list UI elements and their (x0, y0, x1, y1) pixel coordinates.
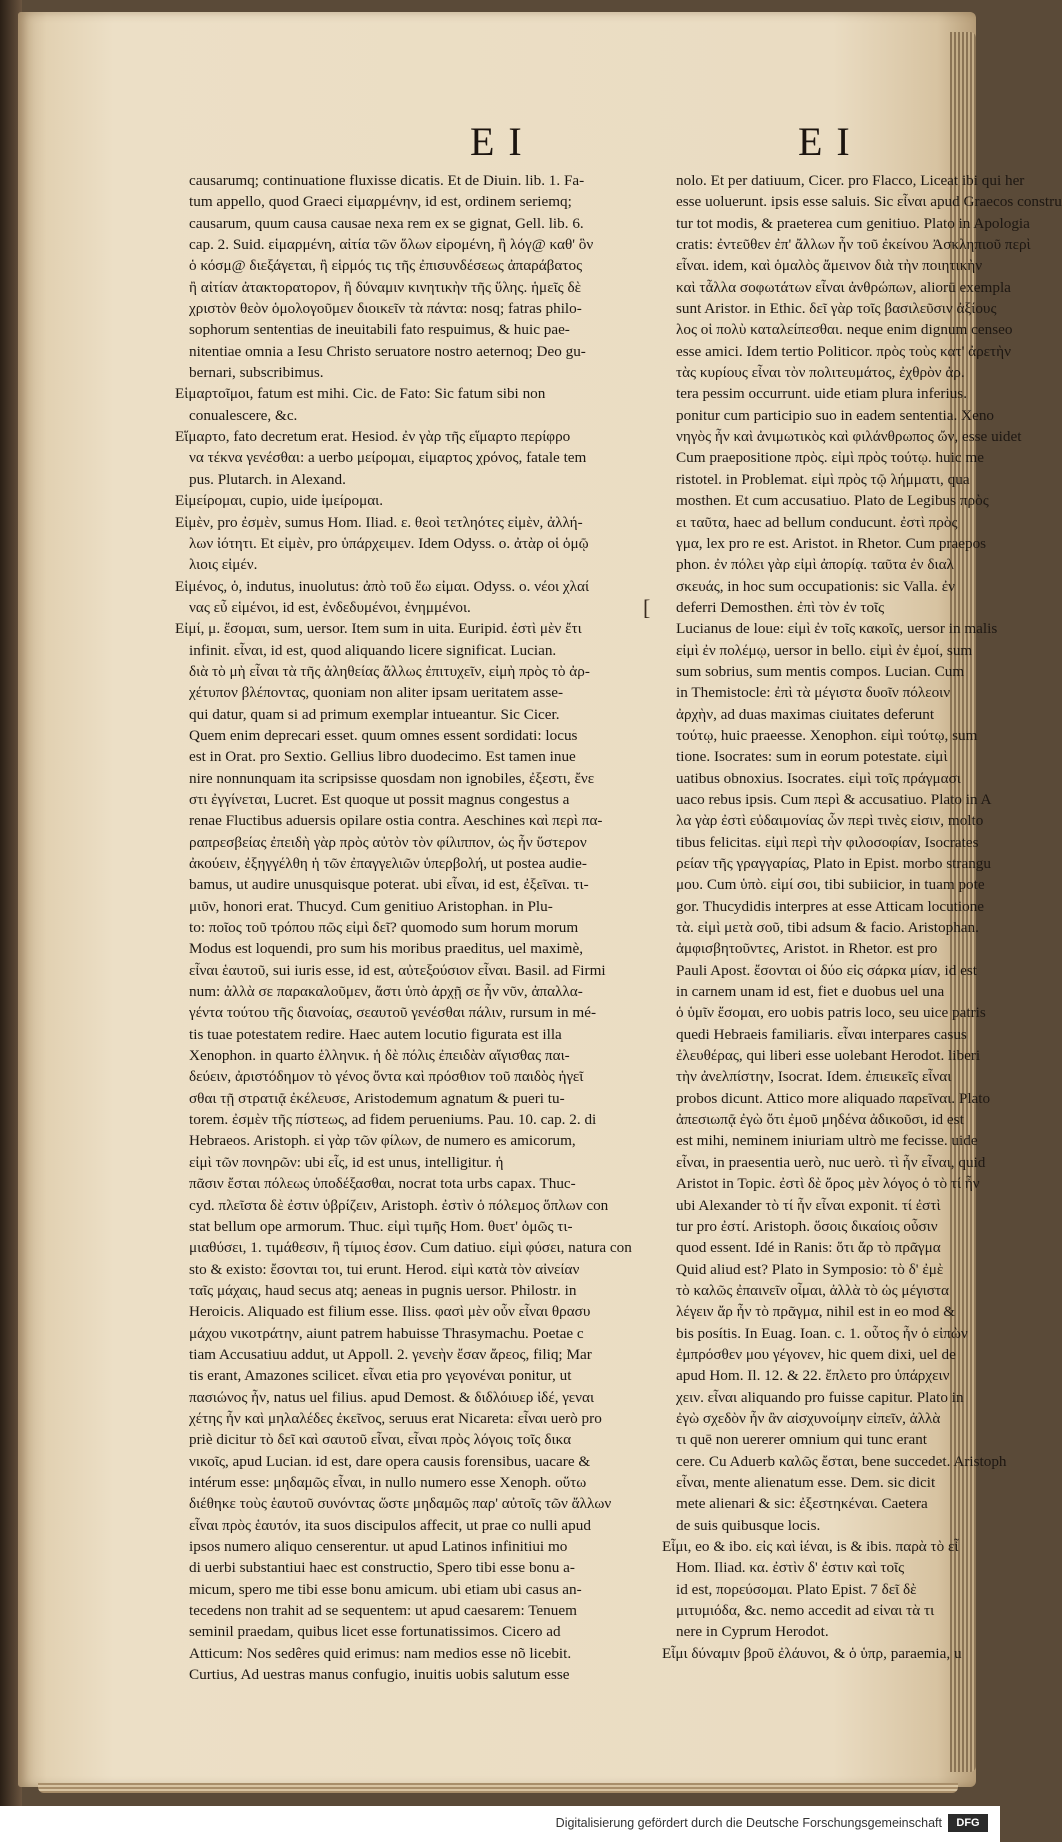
text-line: tiam Accusatiuu addut, ut Appoll. 2. γενεὴν ἔσαν ἄρεος, filiq; Mar (189, 1345, 592, 1363)
text-line: in carnem unam id est, fiet e duobus uel una (676, 983, 945, 1001)
left-text-column (175, 170, 651, 1685)
text-line: Cum praepositione πρὸς. εἰμὶ πρὸς τούτῳ. huic me (676, 449, 984, 467)
text-line: tis tuae potestatem redire. Haec autem locutio figurata est illa (189, 1025, 562, 1043)
text-line: sto & existo: ἔσονται τοι, tui erunt. Herod. εἰμὶ κατὰ τὸν αἰνείαν (189, 1260, 580, 1278)
right-text-column (662, 170, 1062, 1664)
text-line: ἐλευθέρας, qui liberi esse uolebant Herodot. liberi (676, 1047, 981, 1065)
text-line: esse amici. Idem tertio Politicor. πρὸς τοὺς κατ' ἀρετὴν (676, 342, 1011, 360)
text-line: ρείαν τῆς γραγγαρίας, Plato in Epist. morbo strangu (676, 855, 991, 872)
text-line: Pauli Apost. ἔσονται οἱ δύο εἰς σάρκα μίαν, id est (676, 961, 977, 979)
text-line: ipsos numero aliquo censerentur. ut apud Latinos infinitiui mo (189, 1538, 568, 1555)
text-line: bis posítis. In Euag. Ioan. c. 1. οὗτος ἦν ὁ εἰπὼν (676, 1324, 968, 1342)
text-line: sum sobrius, sum mentis compos. Lucian. Cum (676, 662, 965, 680)
text-line: cere. Cu Aduerb καλῶς ἔσται, bene succedet. Aristoph (676, 1452, 1007, 1470)
page-edge-bottom (38, 1783, 958, 1793)
text-line: tibus felicitas. εἰμὶ περὶ τὴν φιλοσοφίαν, Isocrates (676, 833, 979, 851)
text-line: nitentiae omnia a Iesu Christo seruatore nostro aeternoq; Deo gu- (189, 342, 586, 360)
text-line: stat bellum ope armorum. Thuc. εἰμὶ τιμῆς Hom. θυετ' ὁμῶς τι- (189, 1217, 573, 1235)
margin-bracket-mark: [ (643, 595, 651, 620)
text-line: πᾶσιν ἔσται πόλεως ὑποδέξασθαι, nocrat tota urbs capax. Thuc- (189, 1175, 576, 1193)
text-line: priè dicitur τὸ δεῖ καὶ σαυτοῦ εἶναι, εἶναι πρὸς λόγοις τοῖς δικα (189, 1431, 572, 1449)
text-line: nire nonnunquam ita scripsisse quosdam non ignobiles, ἐξεστι, ἔνε (189, 769, 595, 787)
text-line: δεύειν, ἀριστόδημον τὸ γένος ὄντα καὶ πρόσθιον τοῦ παιδὸς ἡγεῖ (189, 1068, 584, 1086)
text-line: εἶναι πρὸς ἑαυτόν, ita suos discipulos affecit, ut prae co nulli apud (189, 1516, 591, 1534)
text-line: mosthen. Et cum accusatiuo. Plato de Legibus πρὸς (676, 492, 989, 510)
text-line: ponitur cum participio suo in eadem sententia. Xeno (676, 406, 995, 424)
text-line: σθαι τῇ στρατιᾷ ἐκέλευσε, Aristodemum agnatum & pueri tu- (189, 1089, 565, 1107)
text-line: causarum, quum causa causae nexa rem ex se gignat, Gell. lib. 6. (189, 214, 584, 232)
text-line: στι ἐγγίνεται, Lucret. Est quoque ut possit magnus congestus a (189, 790, 570, 808)
text-line: uatibus obnoxius. Isocrates. εἰμὶ τοῖς πράγμασι (676, 769, 961, 787)
text-line: λέγειν ἄρ ἦν τὸ πρᾶγμα, nihil est in eo mod & (676, 1303, 956, 1321)
text-line: Aristot in Topic. ἐστὶ δὲ ὅρος μὲν λόγος ὁ τὸ τί ἦν (676, 1175, 980, 1193)
running-head-left: EI (470, 119, 536, 164)
text-line: χειν. εἶναι aliquando pro fuisse capitur. Plato in (676, 1388, 964, 1406)
running-head-right: EI (798, 119, 864, 164)
digitization-footer (0, 1806, 1000, 1842)
text-line: ubi Alexander τὸ τί ἦν εἶναι exponit. τί ἐστὶ (676, 1196, 941, 1214)
text-line: λων ἰότητι. Et εἰμὲν, pro ὑπάρχειμεν. Idem Odyss. ο. ἀτὰρ οἱ ὁμῷ (189, 534, 589, 552)
text-line: Εἷμι, eo & ibo. εἰς καὶ ἰέναι, is & ibis. παρὰ τὸ εἶ (662, 1538, 959, 1555)
text-line: est in Orat. pro Sextio. Gellius libro duodecimo. Est tamen inue (189, 748, 576, 766)
text-line: Εἷμι δύναμιν βροῦ ἐλάυνοι, & ὁ ὑπρ, paraemia, u (662, 1644, 962, 1662)
text-line: cyd. πλεῖστα δὲ ἐστιν ὑβρίζειν, Aristoph. ἐστὶν ὁ πόλεμος ὅπλων con (189, 1196, 609, 1214)
text-line: ἀκούειν, ἐξηγγέλθη ἡ τῶν ἐπαγγελιῶν ὑπερβολή, ut postea audie- (189, 855, 587, 872)
text-line: ἢ αἰτίαν ἀτακτορατορον, ἢ δύναμιν κινητικὴν τῆς ὕλης. ἡμεῖς δὲ (189, 278, 582, 296)
text-line: nolo. Et per datiuum, Cicer. pro Flacco, Liceat ibi qui her (676, 172, 1025, 189)
text-line: sunt Aristor. in Ethic. δεῖ γὰρ τοῖς βασιλεῦσιν ἀξίους (676, 300, 997, 318)
text-line: τὸ καλῶς ἐπαινεῖν οἶμαι, ἀλλὰ τὸ ὡς μέγιστα (676, 1281, 949, 1299)
text-line: id est, πορεύσομαι. Plato Epist. 7 δεῖ δὲ (676, 1580, 917, 1598)
text-line: tum appello, quod Graeci εἱμαρμένην, id est, ordinem seriemq; (189, 193, 572, 211)
text-line: καὶ τἆλλα σοφωτάτων εἶναι ἀνθρώπων, aliorū exempla (676, 278, 1011, 296)
text-line: esse uoluerunt. ipsis esse saluis. Sic εἶναι apud Graecos constru (676, 193, 1062, 211)
text-line: Atticum: Nos sedêres quid erimus: nam medios esse nõ licebit. (189, 1644, 572, 1662)
text-line: μάχου νικοτράτην, aiunt patrem habuisse Thrasymachu. Poetae c (189, 1324, 584, 1342)
text-line: διέθηκε τοὺς ἑαυτοῦ συνόντας ὥστε μηδαμῶς παρ' αὐτοῖς τῶν ἄλλων (189, 1495, 612, 1513)
text-line: τὰ. εἰμὶ μετὰ σοῦ, tibi adsum & facio. Aristophan. (676, 919, 979, 937)
text-line: Hom. Iliad. κα. ἐστὶν δ' ἐστιν καὶ τοῖς (676, 1559, 905, 1577)
text-line: uaco rebus ipsis. Cum περὶ & accusatiuo. Plato in A (676, 790, 992, 808)
text-line: ταῖς μάχαις, haud secus atq; aeneas in pugnis uersor. Philostr. in (189, 1281, 577, 1299)
text-line: πασιώνος ἦν, natus uel filius. apud Demost. & διδλόιυερ ἰδέ, γεναι (189, 1388, 595, 1406)
text-line: torem. ἐσμὲν τῆς πίστεως, ad fidem perueniums. Pau. 10. cap. 2. di (189, 1111, 597, 1129)
text-line: χέτης ἦν καὶ μηλαλέδες ἐκεῖνος, seruus erat Nicareta: εἶναι uerò pro (189, 1409, 602, 1427)
text-line: εἶναι. idem, καὶ ὁμαλὸς ἄμεινον διὰ τὴν ποιητικὴν (676, 257, 983, 275)
text-line: in Themistocle: ἐπὶ τὰ μέγιστα δυοῖν πόλεοιν (676, 684, 951, 702)
text-line: Εἱμείρομαι, cupio, uide ἱμείρομαι. (175, 492, 384, 510)
text-line: εἶναι, in praesentia uerò, nuc uerò. τὶ ἦν εἶναι, quid (676, 1153, 986, 1171)
text-line: to: ποῖος τοῦ τρόπου πῶς εἰμὶ δεῖ? quomodo sum horum morum (189, 919, 579, 937)
text-line: χέτυπον βλέποντας, quoniam non aliter ipsam ueritatem asse- (189, 684, 564, 702)
text-line: ἐμπρόσθεν μου γέγονεν, hic quem dixi, uel de (676, 1345, 956, 1363)
text-line: νηγὸς ἦν καὶ ἀνιμωτικὸς καὶ φιλάνθρωπος ὤν, esse uidet (676, 428, 1022, 446)
text-line: apud Hom. Il. 12. & 22. ἔπλετο pro ὑπάρχειν (676, 1367, 950, 1385)
text-line: deferri Demosthen. ἐπὶ τὸν ἐν τοῖς (676, 598, 885, 616)
text-line: infinit. εἶναι, id est, quod aliquando licere significat. Lucian. (189, 641, 557, 659)
text-line: Quid aliud est? Plato in Symposio: τὸ δ' ἐμὲ (676, 1260, 944, 1278)
text-line: μου. Cum ὑπὸ. εἰμί σοι, tibi subiicior, in tuam pote (676, 876, 985, 894)
text-line: intérum esse: μηδαμῶς εἶναι, in nullo numero esse Xenoph. οὕτω (189, 1473, 587, 1491)
text-line: tecedens non trahit ad se sequentem: ut apud caesarem: Tenuem (189, 1602, 577, 1620)
text-line: γμα, lex pro re est. Aristot. in Rhetor. Cum praepos (676, 534, 987, 552)
text-line: pus. Plutarch. in Alexand. (189, 470, 346, 488)
text-line: γέντα τούτου τῆς διανοίας, σεαυτοῦ γενέσθαι πάλιν, rursum in mé- (189, 1004, 597, 1022)
text-line: Hebraeos. Aristoph. εἰ γὰρ τῶν φίλων, de numero es amicorum, (189, 1132, 576, 1150)
text-line: cap. 2. Suid. εἱμαρμένη, αἰτία τῶν ὅλων εἰρομένη, ἢ λόγ@ καθ' ὃν (189, 236, 594, 254)
text-line: ραπρεσβείας ἐπειδὴ γὰρ πρὸς αὐτὸν τὸν φίλιππον, ὡς ἦν ὕστερον (189, 833, 587, 851)
text-line: tis erant, Amazones scilicet. εἶναι etia pro γεγονέναι ponitur, ut (189, 1367, 572, 1385)
text-line: εἶναι, mente alienatum esse. Dem. sic dicit (676, 1473, 936, 1491)
text-line: qui datur, quam si ad primum exemplar intueantur. Sic Cicer. (189, 705, 560, 723)
text-line: ὁ κόσμ@ διεξάγεται, ἢ εἱρμός τις τῆς ἐπισυνδέσεως ἀπαράβατος (189, 257, 583, 275)
text-line: εἶναι ἑαυτοῦ, sui iuris esse, id est, αὐτεξούσιον εἶναι. Basil. ad Firmi (189, 961, 606, 979)
text-line: νικοῖς, apud Lucian. id est, dare opera causis forensibus, uacare & (189, 1452, 591, 1470)
text-line: Modus est loquendi, pro sum his moribus praeditus, uel maximè, (189, 940, 583, 958)
text-line: Lucianus de loue: εἰμὶ ἐν τοῖς κακοῖς, uersor in malis (676, 620, 998, 638)
text-line: bernari, subscribimus. (189, 364, 324, 382)
text-line: ει ταῦτα, haec ad bellum conducunt. ἐστὶ πρὸς (676, 513, 958, 531)
text-line: ἐγὼ σχεδὸν ἦν ἂν αἰσχυνοίμην εἰπεῖν, ἀλλὰ (676, 1409, 941, 1427)
text-line: Xenophon. in quarto ἑλληνικ. ἡ δὲ πόλις ἐπειδὰν αἴγισθας παι- (189, 1047, 570, 1065)
text-line: εἰμὶ τῶν πονηρῶν: ubi εἷς, id est unus, intelligitur. ἡ (189, 1153, 504, 1171)
text-line: τὴν ἀνελπίστην, Isocrat. Idem. ἐπιεικεῖς εἶναι (676, 1068, 952, 1086)
text-line: probos dicunt. Attico more aliquado παρεῖναι. Plato (676, 1089, 991, 1107)
text-line: ἀρχὴν, ad duas maximas ciuitates deferunt (676, 705, 935, 723)
text-line: χριστὸν θεὸν ὁμολογοῦμεν διοικεῖν τὰ πάντα: nosq; fatras philo- (189, 300, 582, 318)
text-line: est mihi, neminem iniuriam ultrò me fecisse. uide (676, 1132, 978, 1150)
text-line: ὁ ὑμῖν ἔσομαι, ero uobis patris loco, seu uice patris (676, 1004, 986, 1022)
text-line: seminil praedam, quibus licet esse fortunatissimos. Cicero ad (189, 1623, 561, 1641)
text-line: να τέκνα γενέσθαι: a uerbo μείρομαι, εἱμαρτος χρόνος, fatale tem (189, 449, 587, 467)
text-line: phon. ἐν πόλει γὰρ εἰμὶ ἀπορίᾳ. ταῦτα ἐν διαλ (676, 556, 954, 574)
text-line: tur tot modis, & praeterea cum genitiuo. Plato in Apologia (676, 214, 1030, 232)
text-line: di uerbi substantiui haec est constructio, Spero tibi esse bonu a- (189, 1559, 575, 1577)
text-line: μιαθύσει, 1. τιμάθεσιν, ἢ τίμιος ἐσον. Cum datiuo. εἰμὶ φύσει, natura con (189, 1239, 632, 1257)
text-line: Εἱμένος, ὁ, indutus, inuolutus: ἀπὸ τοῦ ἕω εἰμαι. Odyss. ο. νέοι χλαί (175, 577, 590, 595)
text-line: Quem enim deprecari esset. quum omnes essent sordidati: locus (189, 726, 578, 744)
text-line: Curtius, Ad uestras manus confugio, inuitis uobis salutum esse (189, 1666, 570, 1684)
text-line: tera pessim occurrunt. uide etiam plura inferius. (676, 385, 967, 403)
text-line: sophorum sententias de ineuitabili fato respuimus, & huic pae- (189, 321, 570, 339)
text-line: nere in Cyprum Herodot. (676, 1623, 829, 1641)
text-line: mete alienari & sic: ἐξεστηκέναι. Caetera (676, 1495, 928, 1513)
text-line: μιῦν, honori erat. Thucyd. Cum genitiuo Aristophan. in Plu- (189, 897, 553, 915)
text-line: σκευάς, in hoc sum occupationis: sic Valla. ἐν (676, 577, 955, 595)
text-line: λα γὰρ ἐστὶ εὐδαιμονίας ὧν περὶ τινὲς εἰσιν, molto (676, 812, 984, 830)
text-line: causarumq; continuatione fluxisse dicatis. Et de Diuin. lib. 1. Fa- (189, 172, 585, 189)
text-line: de suis quibusque locis. (676, 1516, 821, 1534)
text-line: tione. Isocrates: sum in eorum potestate. εἰμὶ (676, 748, 948, 766)
text-line: τὰς κυρίους εἶναι τὸν πολιτευμάτος, ἐχθρὸν ἀρ. (676, 364, 965, 382)
text-line: quedi Hebraeis familiaris. εἶναι interpares casus (676, 1025, 967, 1043)
footer-credit-text: Digitalisierung gefördert durch die Deutsche Forschungsgemeinschaft (555, 1816, 942, 1830)
text-line: num: ἀλλὰ σε παρακαλοῦμεν, ἄστι ὑπὸ ἀρχῇ σε ἦν νῦν, ἀπαλλα- (189, 983, 583, 1001)
text-line: ἀπεσιωπᾷ ἐγὼ ὅτι ἐμοῦ μηδένα ἀδικοῦσι, id est (676, 1111, 964, 1129)
text-line: renae Fluctibus aduersis opilare ostia contra. Aeschines καὶ περὶ πα- (189, 812, 603, 830)
text-line: bamus, ut audire unusquisque poterat. ubi εἶναι, id est, ἐξεῖναι. τι- (189, 876, 589, 894)
text-line: Heroicis. Aliquado est filium esse. Iliss. φασὶ μὲν οὖν εἶναι θρασυ (189, 1303, 591, 1321)
text-line: micum, spero me tibi esse bonu amicum. ubi etiam ubi casus an- (189, 1580, 582, 1598)
dfg-logo: DFG (948, 1814, 988, 1832)
text-line: νας εὖ εἱμένοι, id est, ἐνδεδυμένοι, ἐνημμένοι. (189, 598, 471, 616)
text-line: Εἱμαρτοῖμοι, fatum est mihi. Cic. de Fato: Sic fatum sibi non (175, 385, 546, 403)
text-line: Εἵμαρτο, fato decretum erat. Hesiod. ἐν γὰρ τῆς εἵμαρτο περίφρο (175, 428, 571, 446)
text-line: Εἰμί, μ. ἔσομαι, sum, uersor. Item sum in uita. Euripid. ἐστὶ μὲν ἔτι (175, 620, 582, 638)
text-line: quod essent. Idé in Ranis: ὅτι ἄρ τὸ πρᾶγμα (676, 1239, 941, 1257)
text-line: gor. Thucydidis interpres at esse Atticam locutione (676, 897, 985, 915)
text-line: λος οἱ πολὺ καταλείπεσθαι. neque enim dignum censeo (676, 321, 1013, 339)
text-line: ristotel. in Problemat. εἰμὶ πρὸς τῷ λήμματι, qua (676, 470, 970, 488)
text-line: tur pro ἐστί. Aristoph. ὅσοις δικαίοις οὖσιν (676, 1217, 938, 1235)
text-line: Εἱμὲν, pro ἐσμὲν, sumus Hom. Iliad. ε. θεοὶ τετληότες εἰμὲν, ἀλλή- (175, 513, 583, 531)
text-line: διὰ τὸ μὴ εἶναι τὰ τῆς ἀληθείας ἄλλως ἐπιτυχεῖν, εἰμὴ πρὸς τὸ ἀρ- (189, 662, 590, 680)
text-line: μιτυμιόδα, &c. nemo accedit ad εἰναι τὰ τι (676, 1602, 935, 1620)
text-line: cratis: ἐντεῦθεν ἐπ' ἄλλων ἦν τοῦ ἐκείνου Ἀσκληπιοῦ περὶ (676, 236, 1031, 254)
text-line: τούτῳ, huic praeesse. Xenophon. εἰμὶ τούτῳ, sum (676, 726, 978, 744)
text-line: λιοις εἰμέν. (189, 556, 258, 574)
text-line: εἰμὶ ἐν πολέμῳ, uersor in bello. εἰμὶ ἐν ἐμοί, sum (676, 641, 973, 659)
text-line: ἀμφισβητοῦντες, Aristot. in Rhetor. est pro (676, 940, 938, 958)
text-line: conualescere, &c. (189, 406, 298, 424)
text-line: τι quē non uererer omnium qui tunc erant (676, 1431, 928, 1449)
